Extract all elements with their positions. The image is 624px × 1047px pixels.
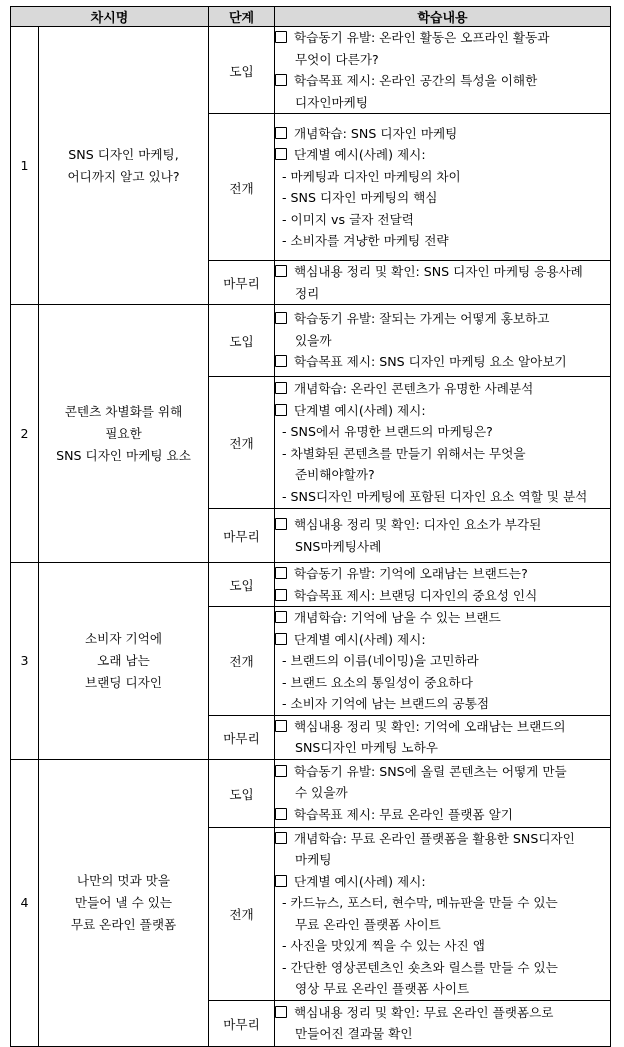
session-title-line: 무료 온라인 플랫폼 [70,916,177,932]
content-line-text: 단계별 예시(사례) 제시: [294,873,426,889]
content-line [275,209,610,231]
square-bullet-icon [275,148,287,160]
session-title-line: 소비자 기억에 [85,630,162,646]
content-line [275,27,610,49]
content-line-text: 개념학습: 온라인 콘텐츠가 유명한 사례분석 [294,381,534,396]
content-line [275,672,610,694]
content-line [275,782,610,804]
learning-content [275,377,611,509]
content-line [275,486,610,508]
content-line [275,761,610,783]
content-line [275,421,610,443]
content-line-text: - SNS 디자인 마케팅의 핵심 [282,190,438,205]
square-bullet-icon [275,404,287,416]
session-title [39,305,209,563]
content-line [275,978,610,1000]
learning-content [275,563,611,607]
square-bullet-icon [275,765,287,777]
content-line-text: 영상 무료 온라인 플랫폼 사이트 [295,981,470,996]
content-line [275,261,610,283]
content-line-text: - 브랜드 요소의 통일성이 중요하다 [282,674,473,690]
content-line [275,804,610,826]
content-line [275,123,610,145]
lesson-plan-document [10,6,610,1047]
content-line-text: 단계별 예시(사례) 제시: [294,147,426,162]
learning-content [275,27,611,114]
table-row [11,305,611,377]
content-line [275,914,610,936]
square-bullet-icon [275,611,287,623]
square-bullet-icon [275,832,287,844]
content-line-text: 학습동기 유발: SNS에 올릴 콘텐츠는 어떻게 만들 [294,763,567,779]
content-line-text: SNS디자인 마케팅 노하우 [295,740,438,755]
session-number: 4 [11,759,39,1046]
learning-content [275,715,611,759]
content-line [275,828,610,850]
content-line-text: 학습동기 유발: 기억에 오래남는 브랜드는? [294,566,528,581]
header-learning-content: 학습내용 [275,7,611,27]
learning-content [275,305,611,377]
content-line-text: 만들어진 결과물 확인 [295,1026,413,1041]
session-title-line: 콘텐츠 차별화를 위해 [64,403,183,419]
header-stage: 단계 [209,7,275,27]
learning-content [275,509,611,563]
content-line-text: 학습목표 제시: 브랜딩 디자인의 중요성 인식 [294,587,538,603]
content-line [275,378,610,400]
content-line [275,400,610,422]
content-line [275,629,610,651]
stage-name: 도입 [209,563,275,607]
square-bullet-icon [275,875,287,887]
square-bullet-icon [275,312,287,324]
content-line-text: 단계별 예시(사례) 제시: [294,402,426,418]
content-line [275,514,610,536]
stage-name: 전개 [209,607,275,716]
content-line-text: 학습목표 제시: 온라인 공간의 특성을 이해한 [294,73,538,88]
content-line [275,308,610,330]
learning-content [275,827,611,1000]
square-bullet-icon [275,518,287,530]
content-line-text: 마케팅 [295,852,332,867]
content-line-text: - SNS디자인 마케팅에 포함된 디자인 요소 역할 및 분석 [282,488,588,504]
content-line-text: 수 있을까 [295,785,348,801]
session-title [39,563,209,760]
content-line-text: - 카드뉴스, 포스터, 현수막, 메뉴판을 만들 수 있는 [282,895,558,910]
content-line [275,144,610,166]
stage-name: 전개 [209,377,275,509]
stage-name: 전개 [209,114,275,261]
learning-content [275,607,611,716]
square-bullet-icon [275,633,287,645]
content-line-text: 개념학습: 기억에 남을 수 있는 브랜드 [294,610,501,625]
content-line-text: - 소비자 기억에 남는 브랜드의 공통점 [282,696,490,711]
content-line [275,693,610,715]
session-title-line: SNS 디자인 마케팅 요소 [56,447,191,463]
session-title-line: 브랜딩 디자인 [85,674,162,690]
lesson-plan-table [10,6,611,1047]
content-line-text: 핵심내용 정리 및 확인: 기억에 오래남는 브랜드의 [294,718,566,734]
content-line-text: - 간단한 영상콘텐츠인 숏츠와 릴스를 만들 수 있는 [282,959,558,975]
square-bullet-icon [275,720,287,732]
content-line-text: 무료 온라인 플랫폼 사이트 [295,916,441,932]
learning-content [275,759,611,827]
square-bullet-icon [275,355,287,367]
content-line-text: 핵심내용 정리 및 확인: 무료 온라인 플랫폼으로 [294,1004,554,1020]
learning-content [275,114,611,261]
content-line-text: 있을까 [295,332,332,348]
table-row [11,759,611,827]
stage-name: 마무리 [209,261,275,305]
square-bullet-icon [275,31,287,43]
content-line [275,563,610,585]
square-bullet-icon [275,382,287,394]
content-line [275,871,610,893]
square-bullet-icon [275,127,287,139]
session-number: 2 [11,305,39,563]
content-line [275,92,610,114]
session-title [39,759,209,1046]
content-line-text: 핵심내용 정리 및 확인: SNS 디자인 마케팅 응용사례 [294,264,583,279]
content-line-text: 학습목표 제시: 무료 온라인 플랫폼 알기 [294,806,513,822]
content-line [275,166,610,188]
content-line-text: 학습동기 유발: 온라인 활동은 오프라인 활동과 [294,30,550,45]
content-line-text: 개념학습: SNS 디자인 마케팅 [294,125,458,141]
stage-name: 도입 [209,759,275,827]
content-line-text: - 이미지 vs 글자 전달력 [282,211,414,227]
content-line-text: SNS마케팅사례 [295,538,382,554]
content-line [275,49,610,71]
session-title-line: SNS 디자인 마케팅, [68,146,179,162]
session-number: 1 [11,27,39,305]
content-line [275,70,610,92]
table-row [11,27,611,114]
content-line [275,716,610,738]
content-line [275,230,610,252]
content-line-text: 학습동기 유발: 잘되는 가게는 어떻게 홍보하고 [294,311,550,327]
stage-name: 도입 [209,27,275,114]
square-bullet-icon [275,1006,287,1018]
content-line [275,536,610,558]
content-line-text: 준비해야할까? [295,467,375,482]
content-line-text: - 마케팅과 디자인 마케팅의 차이 [282,168,461,184]
session-title-line: 오래 남는 [97,652,150,668]
lesson-plan-body [11,27,611,1047]
header-session-name: 차시명 [11,7,209,27]
content-line-text: - 차별화된 콘텐츠를 만들기 위해서는 무엇을 [282,445,526,461]
content-line [275,892,610,914]
content-line [275,351,610,373]
table-row [11,563,611,607]
stage-name: 전개 [209,827,275,1000]
content-line [275,443,610,465]
learning-content [275,261,611,305]
content-line-text: 단계별 예시(사례) 제시: [294,631,426,647]
square-bullet-icon [275,567,287,579]
square-bullet-icon [275,74,287,86]
content-line [275,330,610,352]
content-line-text: 무엇이 다른가? [295,51,379,67]
content-line-text: 핵심내용 정리 및 확인: 디자인 요소가 부각된 [294,517,542,532]
content-line [275,849,610,871]
learning-content [275,1000,611,1046]
session-title [39,27,209,305]
content-line [275,737,610,759]
session-title-line: 필요한 [105,425,142,441]
stage-name: 마무리 [209,715,275,759]
content-line-text: - 소비자를 겨냥한 마케팅 전략 [282,233,449,248]
content-line-text: 개념학습: 무료 온라인 플랫폼을 활용한 SNS디자인 [294,830,575,846]
content-line-text: 정리 [295,285,320,301]
content-line-text: 학습목표 제시: SNS 디자인 마케팅 요소 알아보기 [294,354,567,370]
content-line [275,187,610,209]
content-line-text: - 브랜드의 이름(네이밍)을 고민하라 [282,653,479,668]
content-line [275,607,610,629]
content-line-text: - 사진을 맛있게 찍을 수 있는 사진 앱 [282,938,485,953]
session-title-line: 만들어 낼 수 있는 [74,894,173,910]
content-line [275,935,610,957]
content-line [275,1002,610,1024]
session-title-line: 나만의 멋과 맛을 [76,872,171,888]
content-line [275,957,610,979]
stage-name: 마무리 [209,1000,275,1046]
session-title-line: 어디까지 알고 있나? [67,168,180,184]
stage-name: 마무리 [209,509,275,563]
content-line-text: - SNS에서 유명한 브랜드의 마케팅은? [282,424,493,439]
content-line [275,585,610,607]
table-header-row [11,7,611,27]
square-bullet-icon [275,808,287,820]
square-bullet-icon [275,265,287,277]
content-line [275,1023,610,1045]
session-number: 3 [11,563,39,760]
content-line [275,283,610,305]
stage-name: 도입 [209,305,275,377]
content-line-text: 디자인마케팅 [295,94,368,110]
content-line [275,464,610,486]
square-bullet-icon [275,589,287,601]
content-line [275,650,610,672]
